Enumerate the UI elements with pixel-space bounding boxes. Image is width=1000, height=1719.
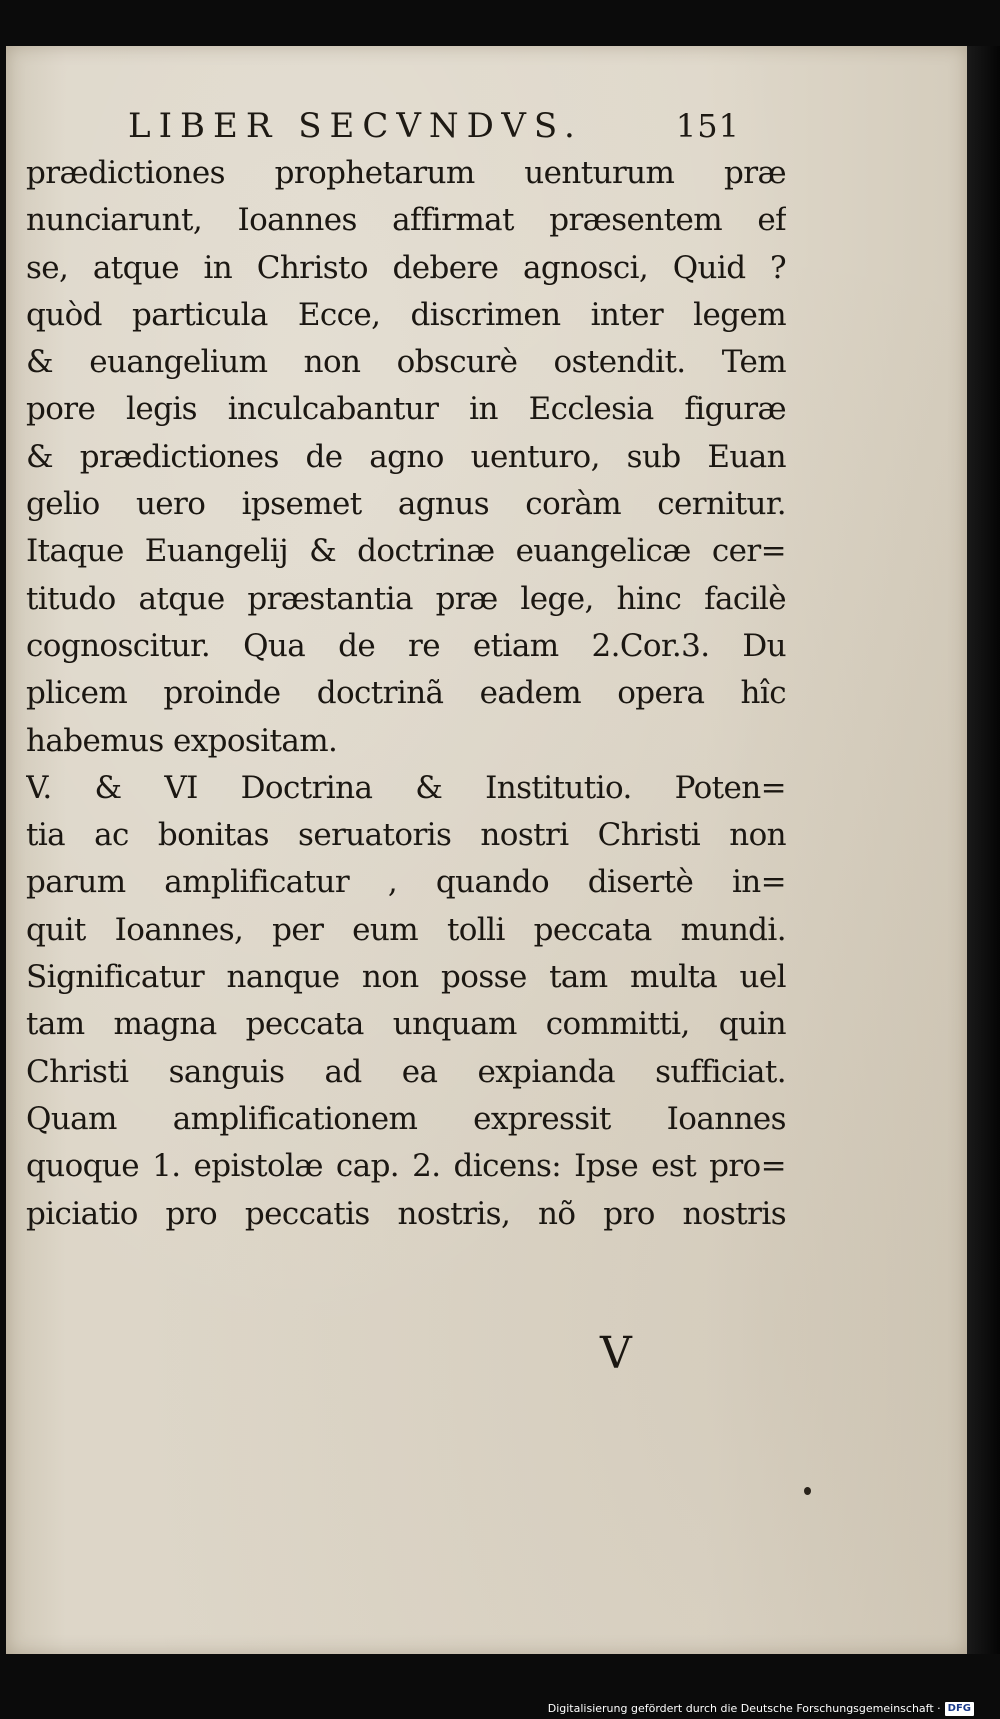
text-line: quit Ioannes, per eum tolli peccata mundi. — [26, 911, 786, 948]
text-line: titudo atque præstantia præ lege, hinc facilè — [26, 580, 786, 617]
running-head — [120, 103, 740, 149]
text-line: Itaque Euangelij & doctrinæ euangelicæ cer= — [26, 533, 786, 570]
text-line: parum amplificatur , quando disertè in= — [26, 864, 786, 901]
text-block — [26, 150, 786, 1238]
text-line: prædictiones prophetarum uenturum præ — [26, 155, 786, 191]
catchword: V — [600, 1328, 632, 1379]
text-line: plicem proinde doctrinã eadem opera hîc — [26, 675, 786, 712]
page-edge-shadow — [967, 46, 1000, 1654]
digitization-credit — [548, 1700, 974, 1717]
text-line: gelio uero ipsemet agnus coràm cernitur. — [26, 486, 786, 523]
text-line: pore legis inculcabantur in Ecclesia figuræ — [26, 391, 786, 428]
text-line: Quam amplificationem expressit Ioannes — [26, 1100, 786, 1137]
folio-number: 151 — [675, 107, 740, 145]
text-line: & euangelium non obscurè ostendit. Tem — [26, 344, 786, 381]
text-line: se, atque in Christo debere agnosci, Quid ? — [26, 249, 786, 286]
text-line: & prædictiones de agno uenturo, sub Euan — [26, 438, 786, 475]
running-title: LIBER SECVNDVS. — [128, 106, 583, 146]
text-line: Christi sanguis ad ea expianda sufficiat. — [26, 1053, 786, 1090]
text-line: cognoscitur. Qua de re etiam 2.Cor.3. Du — [26, 627, 786, 664]
text-line: nunciarunt, Ioannes affirmat præsentem ef — [26, 202, 786, 239]
text-line: tia ac bonitas seruatoris nostri Christi non — [26, 817, 786, 854]
text-line: habemus expositam. — [26, 722, 338, 759]
text-line: piciatio pro peccatis nostris, nõ pro nostris — [26, 1195, 786, 1232]
ink-speck — [804, 1487, 811, 1495]
text-line: Significatur nanque non posse tam multa uel — [26, 959, 786, 996]
dfg-logo-icon: DFG — [945, 1702, 974, 1716]
credit-text: Digitalisierung gefördert durch die Deutsche Forschungsgemeinschaft · — [547, 1702, 941, 1715]
text-line: quòd particula Ecce, discrimen inter legem — [26, 296, 786, 333]
text-line: tam magna peccata unquam committi, quin — [26, 1006, 786, 1043]
text-line: quoque 1. epistolæ cap. 2. dicens: Ipse est pro= — [26, 1148, 786, 1185]
section-heading-line: V. & VI Doctrina & Institutio. Poten= — [26, 769, 786, 806]
